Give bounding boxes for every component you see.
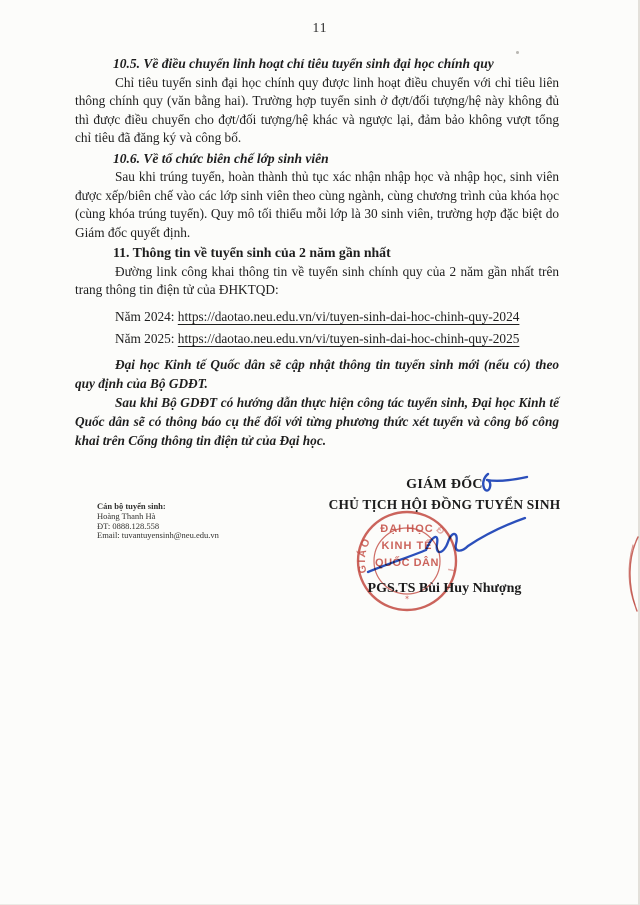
stamp-ring-text-right-1: Đ <box>433 524 447 538</box>
stamp-ring-text-left: GIÁO <box>355 535 374 575</box>
signer-title-director: GIÁM ĐỐC <box>406 477 483 492</box>
signer-name: PGS.TS Bùi Huy Nhượng <box>367 581 522 596</box>
contact-heading: Cán bộ tuyển sinh: <box>97 501 166 511</box>
stamp-ring-text-right-2: T <box>444 565 457 574</box>
document-body <box>75 55 559 450</box>
note-update-info: Đại học Kinh tế Quốc dân sẽ cập nhật thông tin tuyển sinh mới (nếu có) theo quy định của Bộ GDĐT. <box>75 356 559 391</box>
stamp-star: ✶ <box>404 595 410 602</box>
signature-initial-mark <box>483 474 527 491</box>
page-number: 11 <box>312 20 328 35</box>
section-heading-10-5: 10.5. Về điều chuyển linh hoạt chỉ tiêu tuyển sinh đại học chính quy <box>113 56 494 71</box>
scan-speck <box>516 51 519 54</box>
section-paragraph-10-5: Chỉ tiêu tuyển sinh đại học chính quy được linh hoạt điều chuyển với chỉ tiêu liên thông chính quy (văn bằng hai). Trường hợp tuyển sinh ở đợt/đối tượng/hệ này không đủ thì được điều chuyển cho đợt/đối tượng/hệ khác và ngược lại, đảm bảo không vượt tổng chỉ tiêu đã đăng ký và công bố. <box>75 74 559 145</box>
stamp-text-line1: ĐẠI HỌC <box>380 523 434 535</box>
signer-title-council-chair: CHỦ TỊCH HỘI ĐỒNG TUYỂN SINH <box>328 497 561 512</box>
contact-block <box>97 502 287 541</box>
section-paragraph-11: Đường link công khai thông tin về tuyển sinh chính quy của 2 năm gần nhất trên trang thông tin điện tử của ĐHKTQD: <box>75 263 559 297</box>
link-label-2024: Năm 2024: <box>115 308 178 324</box>
stamp-text-line2: KINH TẾ <box>381 540 433 552</box>
section-paragraph-10-6: Sau khi trúng tuyển, hoàn thành thủ tục xác nhận nhập học và nhập học, sinh viên được xếp/biên chế vào các lớp sinh viên theo cùng ngành, cùng chương trình của khóa học (cùng khóa trúng tuyển). Quy mô tối thiểu mỗi lớp là 30 sinh viên, trường hợp đặc biệt do Giám đốc quyết định. <box>75 169 559 240</box>
stamp-text-line3: QUỐC DÂN <box>375 557 439 569</box>
link-tuyen-sinh-2024[interactable]: https://daotao.neu.edu.vn/vi/tuyen-sinh-dai-hoc-chinh-quy-2024 <box>177 308 520 324</box>
link-tuyen-sinh-2025[interactable]: https://daotao.neu.edu.vn/vi/tuyen-sinh-dai-hoc-chinh-quy-2025 <box>177 331 520 346</box>
link-row-2024 <box>75 308 559 327</box>
contact-phone: ĐT: 0888.128.558 <box>97 520 160 531</box>
section-heading-10-6: 10.6. Về tổ chức biên chế lớp sinh viên <box>113 150 329 166</box>
edge-stamp-arc <box>624 535 640 615</box>
note-announcement: Sau khi Bộ GDĐT có hướng dẫn thực hiện công tác tuyển sinh, Đại học Kinh tế Quốc dân sẽ có thông báo cụ thể đối với từng phương thức xét tuyển và công bố công khai trên Cổng thông tin điện tử của Đại học. <box>75 394 559 448</box>
contact-name: Hoàng Thanh Hà <box>97 510 156 521</box>
contact-email: Email: tuvantuyensinh@neu.edu.vn <box>97 530 219 541</box>
link-label-2025: Năm 2025: <box>115 331 178 346</box>
signature-flourish <box>368 518 525 572</box>
section-heading-11: 11. Thông tin về tuyển sinh của 2 năm gần nhất <box>113 245 391 260</box>
link-row-2025 <box>75 330 559 349</box>
